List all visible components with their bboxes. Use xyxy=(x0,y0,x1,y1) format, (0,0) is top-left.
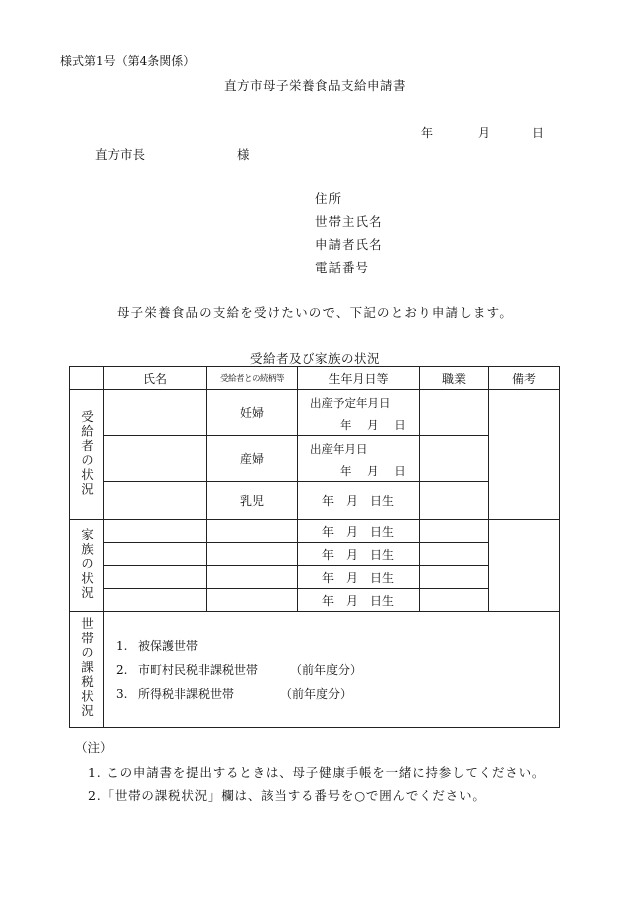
table-row-tax-status xyxy=(70,612,560,728)
applicant-address-label: 住所 xyxy=(315,191,343,206)
header-occupation: 職業 xyxy=(420,367,489,390)
applicant-name-label: 申請者氏名 xyxy=(315,237,383,252)
date-day-label: 日 xyxy=(532,126,545,140)
date-month-label: 月 xyxy=(478,126,491,140)
due-date-label: 出産予定年月日 xyxy=(310,396,391,410)
pregnant-due-date[interactable] xyxy=(298,390,420,436)
tax-option-1[interactable]: 1. 被保護世帯 xyxy=(116,638,199,653)
table-caption: 受給者及び家族の状況 xyxy=(249,351,380,366)
applicant-phone-label: 電話番号 xyxy=(315,260,370,275)
header-birthdate: 生年月日等 xyxy=(298,367,420,390)
family-row xyxy=(70,543,560,566)
header-blank xyxy=(70,367,104,390)
recipient-remarks-input[interactable] xyxy=(489,390,560,520)
family-name-input[interactable] xyxy=(104,543,207,566)
tax-options xyxy=(104,612,560,728)
note-1: 1. この申請書を提出するときは、母子健康手帳を一緒に持参してください。 xyxy=(88,765,546,780)
header-remarks: 備考 xyxy=(489,367,560,390)
addressee-name: 直方市長 xyxy=(95,147,146,162)
infant-name-input[interactable] xyxy=(104,482,207,520)
pregnant-name-input[interactable] xyxy=(104,390,207,436)
table-row-infant xyxy=(70,482,560,520)
family-relation-input[interactable] xyxy=(207,589,298,612)
table-row-pregnant xyxy=(70,390,560,436)
family-birth-date[interactable]: 年 月 日生 xyxy=(298,566,420,589)
family-relation-input[interactable] xyxy=(207,566,298,589)
family-row xyxy=(70,589,560,612)
addressee xyxy=(95,145,250,163)
pregnant-relation: 妊婦 xyxy=(207,390,298,436)
table-row-postpartum xyxy=(70,436,560,482)
status-table xyxy=(69,366,560,728)
infant-birth-date[interactable]: 年 月 日生 xyxy=(298,482,420,520)
family-birth-date[interactable]: 年 月 日生 xyxy=(298,520,420,543)
family-occupation-input[interactable] xyxy=(420,520,489,543)
infant-occupation-input[interactable] xyxy=(420,482,489,520)
tax-option-2[interactable]: 2. 市町村民税非課税世帯 （前年度分） xyxy=(116,662,363,677)
header-name: 氏名 xyxy=(104,367,207,390)
postpartum-occupation-input[interactable] xyxy=(420,436,489,482)
postpartum-relation: 産婦 xyxy=(207,436,298,482)
notes-heading: （注） xyxy=(75,740,113,755)
family-row xyxy=(70,520,560,543)
date-year-label: 年 xyxy=(421,126,434,140)
family-row xyxy=(70,566,560,589)
postpartum-birth-date[interactable] xyxy=(298,436,420,482)
family-occupation-input[interactable] xyxy=(420,589,489,612)
family-birth-date[interactable]: 年 月 日生 xyxy=(298,589,420,612)
addressee-honorific: 様 xyxy=(237,147,250,162)
family-name-input[interactable] xyxy=(104,520,207,543)
family-birth-date[interactable]: 年 月 日生 xyxy=(298,543,420,566)
family-name-input[interactable] xyxy=(104,566,207,589)
tax-section-label: 世帯の課税状況 xyxy=(70,612,104,728)
birth-date-label: 出産年月日 xyxy=(310,442,368,456)
application-statement: 母子栄養食品の支給を受けたいので、下記のとおり申請します。 xyxy=(116,305,514,320)
due-date-line: 年 月 日 xyxy=(340,418,406,432)
family-section-label: 家族の状況 xyxy=(70,520,104,612)
applicant-household-head-label: 世帯主氏名 xyxy=(315,214,383,229)
pregnant-occupation-input[interactable] xyxy=(420,390,489,436)
family-remarks-input[interactable] xyxy=(489,520,560,612)
infant-relation: 乳児 xyxy=(207,482,298,520)
family-relation-input[interactable] xyxy=(207,520,298,543)
family-relation-input[interactable] xyxy=(207,543,298,566)
table-header-row xyxy=(70,367,560,390)
tax-option-3[interactable]: 3. 所得税非課税世帯 （前年度分） xyxy=(116,686,353,701)
note-2: 2.「世帯の課税状況」欄は、該当する番号を○で囲んでください。 xyxy=(88,788,486,803)
header-relation: 受給者との続柄等 xyxy=(207,367,298,390)
family-occupation-input[interactable] xyxy=(420,543,489,566)
recipient-section-label: 受給者の状況 xyxy=(70,390,104,520)
family-occupation-input[interactable] xyxy=(420,566,489,589)
document-title: 直方市母子栄養食品支給申請書 xyxy=(223,78,406,93)
birth-date-line: 年 月 日 xyxy=(340,464,406,478)
family-name-input[interactable] xyxy=(104,589,207,612)
form-number: 様式第1号（第4条関係） xyxy=(60,54,196,68)
postpartum-name-input[interactable] xyxy=(104,436,207,482)
